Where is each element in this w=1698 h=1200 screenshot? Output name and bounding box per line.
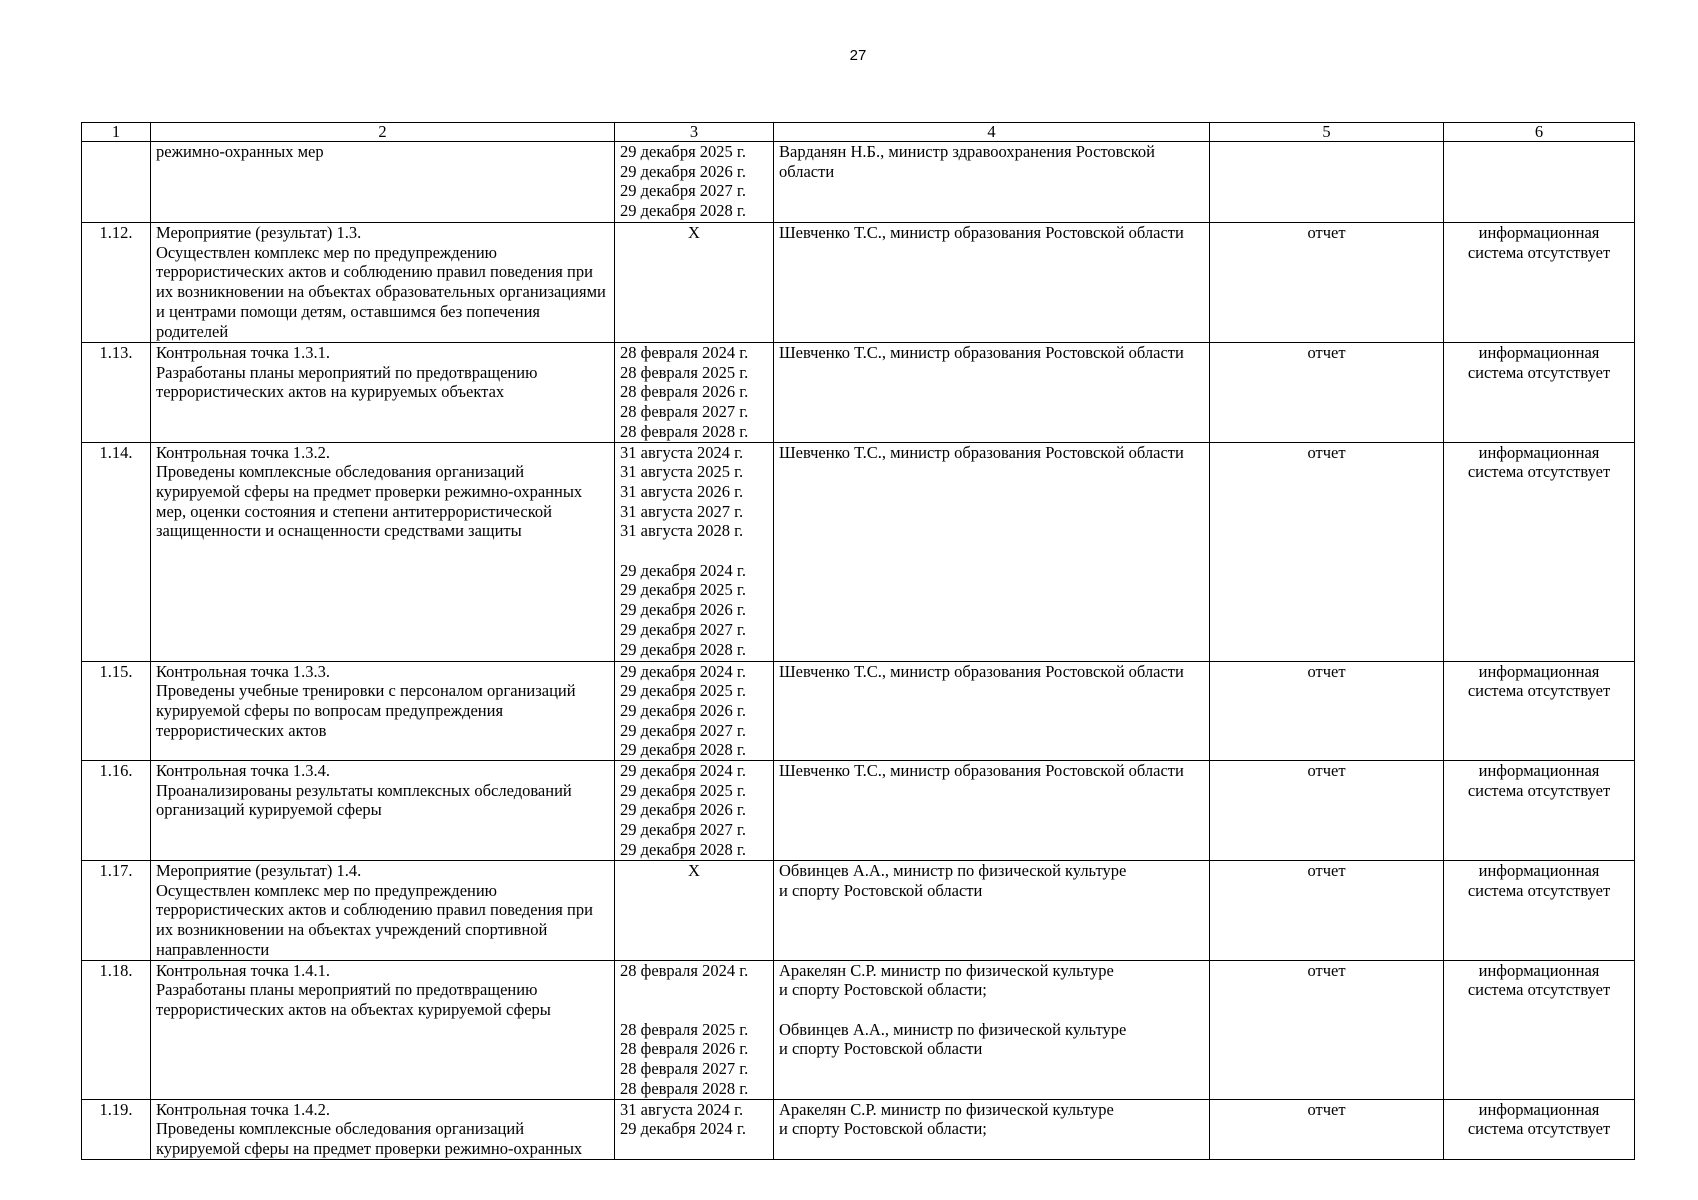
row-dates: 28 февраля 2024 г. 28 февраля 2025 г. 28 февраля 2026 г. 28 февраля 2027 г. 28 февраля 2028 г. bbox=[615, 960, 774, 1099]
row-number: 1.17. bbox=[82, 861, 151, 961]
row-number: 1.18. bbox=[82, 960, 151, 1099]
table-row bbox=[82, 861, 1635, 961]
row-document-type: отчет bbox=[1210, 442, 1444, 661]
row-info-system: информационная система отсутствует bbox=[1444, 861, 1635, 961]
row-info-system: информационная система отсутствует bbox=[1444, 661, 1635, 761]
row-document-type: отчет bbox=[1210, 343, 1444, 443]
row-dates: 31 августа 2024 г. 29 декабря 2024 г. bbox=[615, 1099, 774, 1159]
row-responsible: Обвинцев А.А., министр по физической культуре и спорту Ростовской области bbox=[774, 861, 1210, 961]
table-row bbox=[82, 442, 1635, 661]
row-number: 1.19. bbox=[82, 1099, 151, 1159]
column-header: 1 bbox=[82, 123, 151, 142]
row-dates: Х bbox=[615, 223, 774, 343]
row-number: 1.12. bbox=[82, 223, 151, 343]
row-description: режимно-охранных мер bbox=[151, 142, 615, 223]
column-header: 4 bbox=[774, 123, 1210, 142]
row-info-system: информационная система отсутствует bbox=[1444, 1099, 1635, 1159]
row-responsible: Шевченко Т.С., министр образования Ростовской области bbox=[774, 661, 1210, 761]
row-info-system bbox=[1444, 142, 1635, 223]
row-document-type: отчет bbox=[1210, 761, 1444, 861]
row-document-type: отчет bbox=[1210, 1099, 1444, 1159]
row-info-system: информационная система отсутствует bbox=[1444, 960, 1635, 1099]
row-description: Контрольная точка 1.4.1. Разработаны планы мероприятий по предотвращению террористических актов на объектах курируемой сферы bbox=[151, 960, 615, 1099]
row-info-system: информационная система отсутствует bbox=[1444, 761, 1635, 861]
row-dates: 29 декабря 2024 г. 29 декабря 2025 г. 29 декабря 2026 г. 29 декабря 2027 г. 29 декабря 2028 г. bbox=[615, 761, 774, 861]
table-row bbox=[82, 761, 1635, 861]
row-responsible: Варданян Н.Б., министр здравоохранения Ростовской области bbox=[774, 142, 1210, 223]
row-description: Контрольная точка 1.3.2. Проведены комплексные обследования организаций курируемой сферы на предмет проверки режимно-охранных мер, оценки состояния и степени антитеррористической защищенности и оснащенности средствами защиты bbox=[151, 442, 615, 661]
row-responsible: Шевченко Т.С., министр образования Ростовской области bbox=[774, 761, 1210, 861]
row-number: 1.16. bbox=[82, 761, 151, 861]
table-header-row bbox=[82, 123, 1635, 142]
row-dates: Х bbox=[615, 861, 774, 961]
row-responsible: Аракелян С.Р. министр по физической культуре и спорту Ростовской области; bbox=[774, 1099, 1210, 1159]
table-row bbox=[82, 142, 1635, 223]
row-document-type: отчет bbox=[1210, 960, 1444, 1099]
row-description: Контрольная точка 1.3.4. Проанализированы результаты комплексных обследований организаций курируемой сферы bbox=[151, 761, 615, 861]
row-description: Контрольная точка 1.3.3. Проведены учебные тренировки с персоналом организаций курируемой сферы по вопросам предупреждения террористических актов bbox=[151, 661, 615, 761]
page-number: 27 bbox=[849, 47, 867, 64]
row-responsible: Шевченко Т.С., министр образования Ростовской области bbox=[774, 442, 1210, 661]
row-responsible: Шевченко Т.С., министр образования Ростовской области bbox=[774, 343, 1210, 443]
row-dates: 29 декабря 2024 г. 29 декабря 2025 г. 29 декабря 2026 г. 29 декабря 2027 г. 29 декабря 2028 г. bbox=[615, 661, 774, 761]
row-description: Контрольная точка 1.3.1. Разработаны планы мероприятий по предотвращению террористических актов на курируемых объектах bbox=[151, 343, 615, 443]
row-description: Мероприятие (результат) 1.4. Осуществлен комплекс мер по предупреждению террористических актов и соблюдению правил поведения при их возникновении на объектах учреждений спортивной направленности bbox=[151, 861, 615, 961]
table-row bbox=[82, 223, 1635, 343]
row-document-type bbox=[1210, 142, 1444, 223]
plan-table bbox=[81, 122, 1635, 1160]
row-info-system: информационная система отсутствует bbox=[1444, 343, 1635, 443]
row-description: Контрольная точка 1.4.2. Проведены комплексные обследования организаций курируемой сферы на предмет проверки режимно-охранных bbox=[151, 1099, 615, 1159]
table-row bbox=[82, 1099, 1635, 1159]
column-header: 3 bbox=[615, 123, 774, 142]
row-dates: 28 февраля 2024 г. 28 февраля 2025 г. 28 февраля 2026 г. 28 февраля 2027 г. 28 февраля 2028 г. bbox=[615, 343, 774, 443]
row-responsible: Шевченко Т.С., министр образования Ростовской области bbox=[774, 223, 1210, 343]
row-number: 1.14. bbox=[82, 442, 151, 661]
column-header: 5 bbox=[1210, 123, 1444, 142]
row-info-system: информационная система отсутствует bbox=[1444, 223, 1635, 343]
row-dates: 31 августа 2024 г. 31 августа 2025 г. 31 августа 2026 г. 31 августа 2027 г. 31 августа 2028 г. 29 декабря 2024 г. 29 декабря 2025 г. 29 декабря 2026 г. 29 декабря 2027 г. 29 декабря 2028 г. bbox=[615, 442, 774, 661]
row-info-system: информационная система отсутствует bbox=[1444, 442, 1635, 661]
table-row bbox=[82, 960, 1635, 1099]
row-number bbox=[82, 142, 151, 223]
row-document-type: отчет bbox=[1210, 861, 1444, 961]
row-description: Мероприятие (результат) 1.3. Осуществлен комплекс мер по предупреждению террористических актов и соблюдению правил поведения при их возникновении на объектах образовательных организациями и центрами помощи детям, оставшимся без попечения родителей bbox=[151, 223, 615, 343]
row-dates: 29 декабря 2025 г. 29 декабря 2026 г. 29 декабря 2027 г. 29 декабря 2028 г. bbox=[615, 142, 774, 223]
row-document-type: отчет bbox=[1210, 223, 1444, 343]
row-number: 1.13. bbox=[82, 343, 151, 443]
row-document-type: отчет bbox=[1210, 661, 1444, 761]
row-number: 1.15. bbox=[82, 661, 151, 761]
row-responsible: Аракелян С.Р. министр по физической культуре и спорту Ростовской области; Обвинцев А.А., министр по физической культуре и спорту Ростовской области bbox=[774, 960, 1210, 1099]
table-row bbox=[82, 661, 1635, 761]
column-header: 2 bbox=[151, 123, 615, 142]
column-header: 6 bbox=[1444, 123, 1635, 142]
table-row bbox=[82, 343, 1635, 443]
